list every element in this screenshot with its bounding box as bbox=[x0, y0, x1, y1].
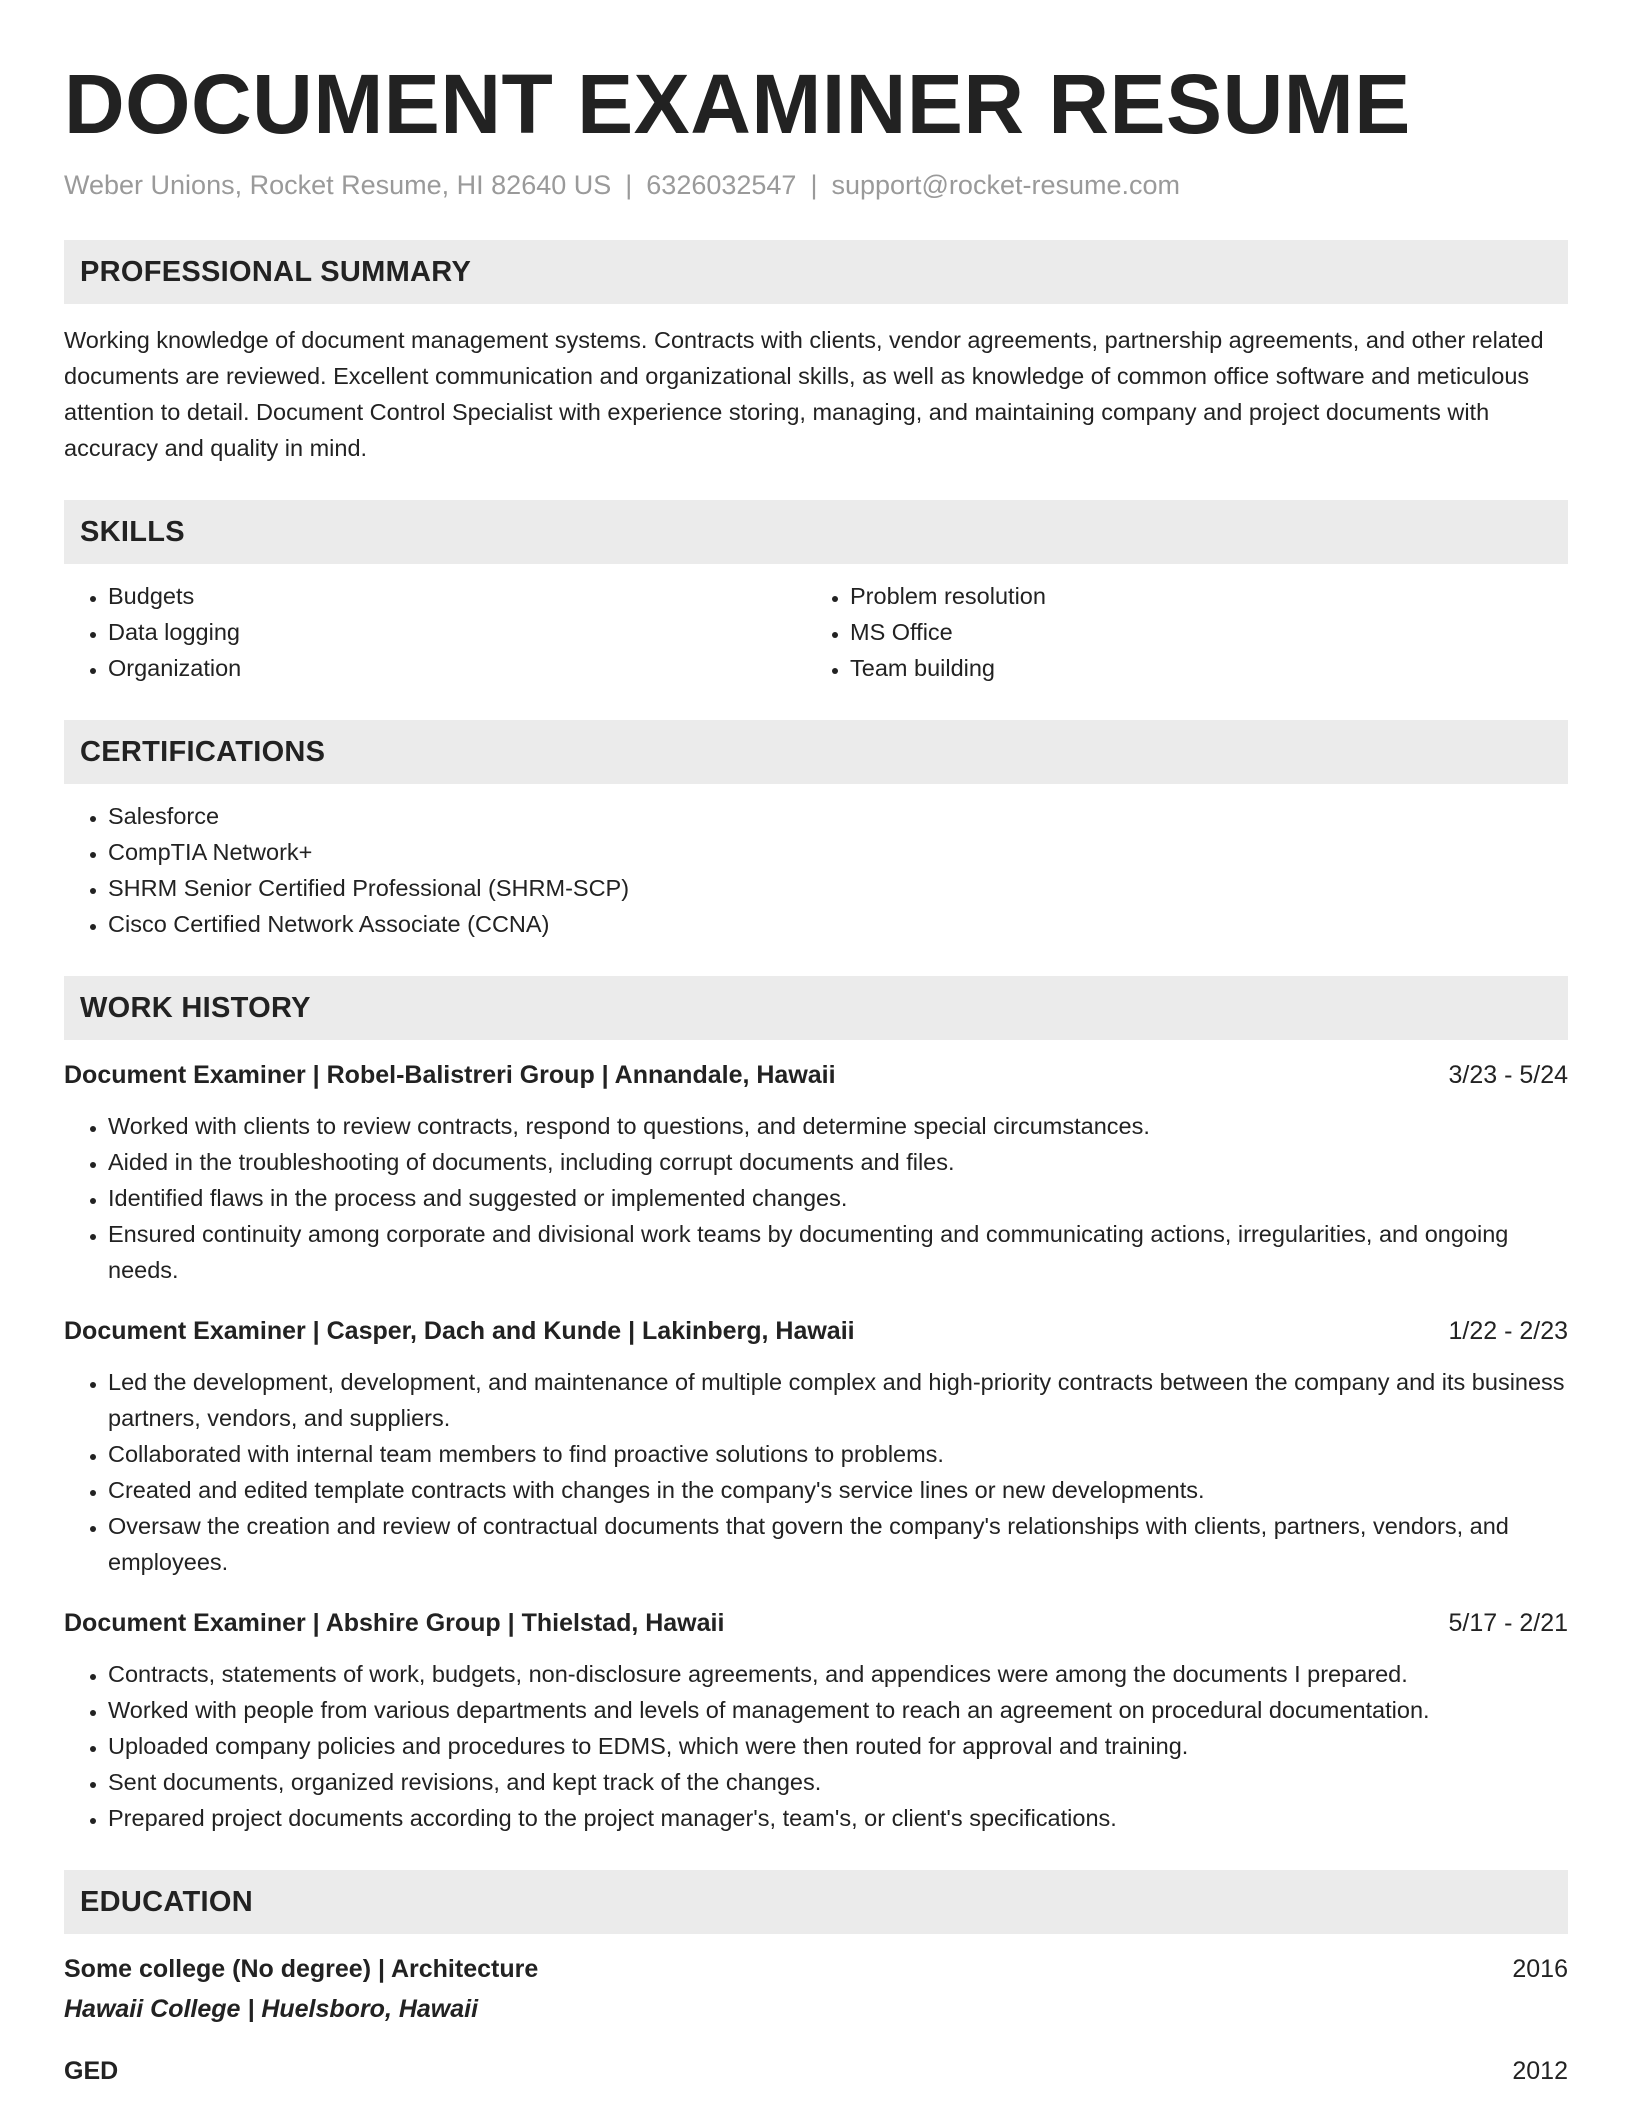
section-header-certifications: CERTIFICATIONS bbox=[64, 720, 1568, 784]
certification-item: • Salesforce bbox=[108, 798, 1568, 834]
education-header bbox=[64, 2054, 1568, 2088]
job-header bbox=[64, 1314, 1568, 1348]
job-header bbox=[64, 1606, 1568, 1640]
contact-address: Weber Unions, Rocket Resume, HI 82640 US bbox=[64, 170, 612, 200]
job-title: Document Examiner | Abshire Group | Thielstad, Hawaii bbox=[64, 1609, 725, 1637]
job-bullet: • Worked with people from various departments and levels of management to reach an agreement on procedural documentation. bbox=[108, 1692, 1568, 1728]
skill-item: • Problem resolution bbox=[850, 578, 1548, 614]
education-entry bbox=[64, 1952, 1568, 2026]
job-entry bbox=[64, 1058, 1568, 1288]
contact-line bbox=[64, 168, 1568, 202]
job-title: Document Examiner | Robel-Balistreri Group | Annandale, Hawaii bbox=[64, 1061, 836, 1089]
job-header bbox=[64, 1058, 1568, 1092]
certifications-list bbox=[64, 798, 1568, 942]
contact-email[interactable]: support@rocket-resume.com bbox=[831, 170, 1180, 200]
contact-phone: 6326032547 bbox=[646, 170, 797, 200]
job-bullet: • Ensured continuity among corporate and divisional work teams by documenting and communicating actions, irregularities, and ongoing needs. bbox=[108, 1216, 1568, 1288]
skill-item: • Budgets bbox=[108, 578, 806, 614]
summary-text: Working knowledge of document management systems. Contracts with clients, vendor agreements, partnership agreements, and other related documents are reviewed. Excellent communication and organizational skills, as well as knowledge of common office software and meticulous attention to detail. Document Control Specialist with experience storing, managing, and maintaining company and project documents with accuracy and quality in mind. bbox=[64, 327, 1544, 461]
job-bullet: • Collaborated with internal team members to find proactive solutions to problems. bbox=[108, 1436, 1568, 1472]
education-degree: GED bbox=[64, 2057, 119, 2085]
skill-item: • MS Office bbox=[850, 614, 1548, 650]
job-bullet: • Sent documents, organized revisions, and kept track of the changes. bbox=[108, 1764, 1568, 1800]
education-year: 2012 bbox=[1512, 2057, 1568, 2085]
contact-separator: | bbox=[625, 170, 633, 200]
skill-item: • Organization bbox=[108, 650, 806, 686]
education-year: 2016 bbox=[1512, 1955, 1568, 1983]
job-dates: 5/17 - 2/21 bbox=[1448, 1609, 1568, 1637]
certification-item: • SHRM Senior Certified Professional (SHRM-SCP) bbox=[108, 870, 1568, 906]
certification-item: • CompTIA Network+ bbox=[108, 834, 1568, 870]
education-school: Hawaii College | Huelsboro, Hawaii bbox=[64, 1995, 479, 2023]
job-bullets bbox=[64, 1364, 1568, 1580]
job-bullet: • Created and edited template contracts with changes in the company's service lines or new developments. bbox=[108, 1472, 1568, 1508]
skill-item: • Team building bbox=[850, 650, 1548, 686]
skills-column-right bbox=[806, 578, 1548, 686]
job-bullet: • Prepared project documents according to the project manager's, team's, or client's specifications. bbox=[108, 1800, 1568, 1836]
contact-separator: | bbox=[810, 170, 818, 200]
education-header bbox=[64, 1952, 1568, 1986]
education-entry bbox=[64, 2054, 1568, 2088]
job-bullet: • Aided in the troubleshooting of documents, including corrupt documents and files. bbox=[108, 1144, 1568, 1180]
job-bullets bbox=[64, 1108, 1568, 1288]
job-entry bbox=[64, 1314, 1568, 1580]
resume-title: DOCUMENT EXAMINER RESUME bbox=[64, 57, 1411, 151]
job-bullet: • Uploaded company policies and procedures to EDMS, which were then routed for approval and training. bbox=[108, 1728, 1568, 1764]
skill-item: • Data logging bbox=[108, 614, 806, 650]
job-bullet: • Identified flaws in the process and suggested or implemented changes. bbox=[108, 1180, 1568, 1216]
skills-column-left bbox=[64, 578, 806, 686]
section-header-work-history: WORK HISTORY bbox=[64, 976, 1568, 1040]
job-title: Document Examiner | Casper, Dach and Kunde | Lakinberg, Hawaii bbox=[64, 1317, 855, 1345]
job-bullet: • Oversaw the creation and review of contractual documents that govern the company's relationships with clients, partners, vendors, and employees. bbox=[108, 1508, 1568, 1580]
job-dates: 3/23 - 5/24 bbox=[1448, 1061, 1568, 1089]
job-dates: 1/22 - 2/23 bbox=[1448, 1317, 1568, 1345]
job-bullet: • Led the development, development, and maintenance of multiple complex and high-priority contracts between the company and its business partners, vendors, and suppliers. bbox=[108, 1364, 1568, 1436]
job-entry bbox=[64, 1606, 1568, 1836]
skills-list bbox=[64, 578, 1568, 686]
section-header-skills: SKILLS bbox=[64, 500, 1568, 564]
job-bullet: • Contracts, statements of work, budgets, non-disclosure agreements, and appendices were among the documents I prepared. bbox=[108, 1656, 1568, 1692]
job-bullets bbox=[64, 1656, 1568, 1836]
job-bullet: • Worked with clients to review contracts, respond to questions, and determine special circumstances. bbox=[108, 1108, 1568, 1144]
certification-item: • Cisco Certified Network Associate (CCNA) bbox=[108, 906, 1568, 942]
section-header-summary: PROFESSIONAL SUMMARY bbox=[64, 240, 1568, 304]
section-header-education: EDUCATION bbox=[64, 1870, 1568, 1934]
education-degree: Some college (No degree) | Architecture bbox=[64, 1955, 539, 1983]
